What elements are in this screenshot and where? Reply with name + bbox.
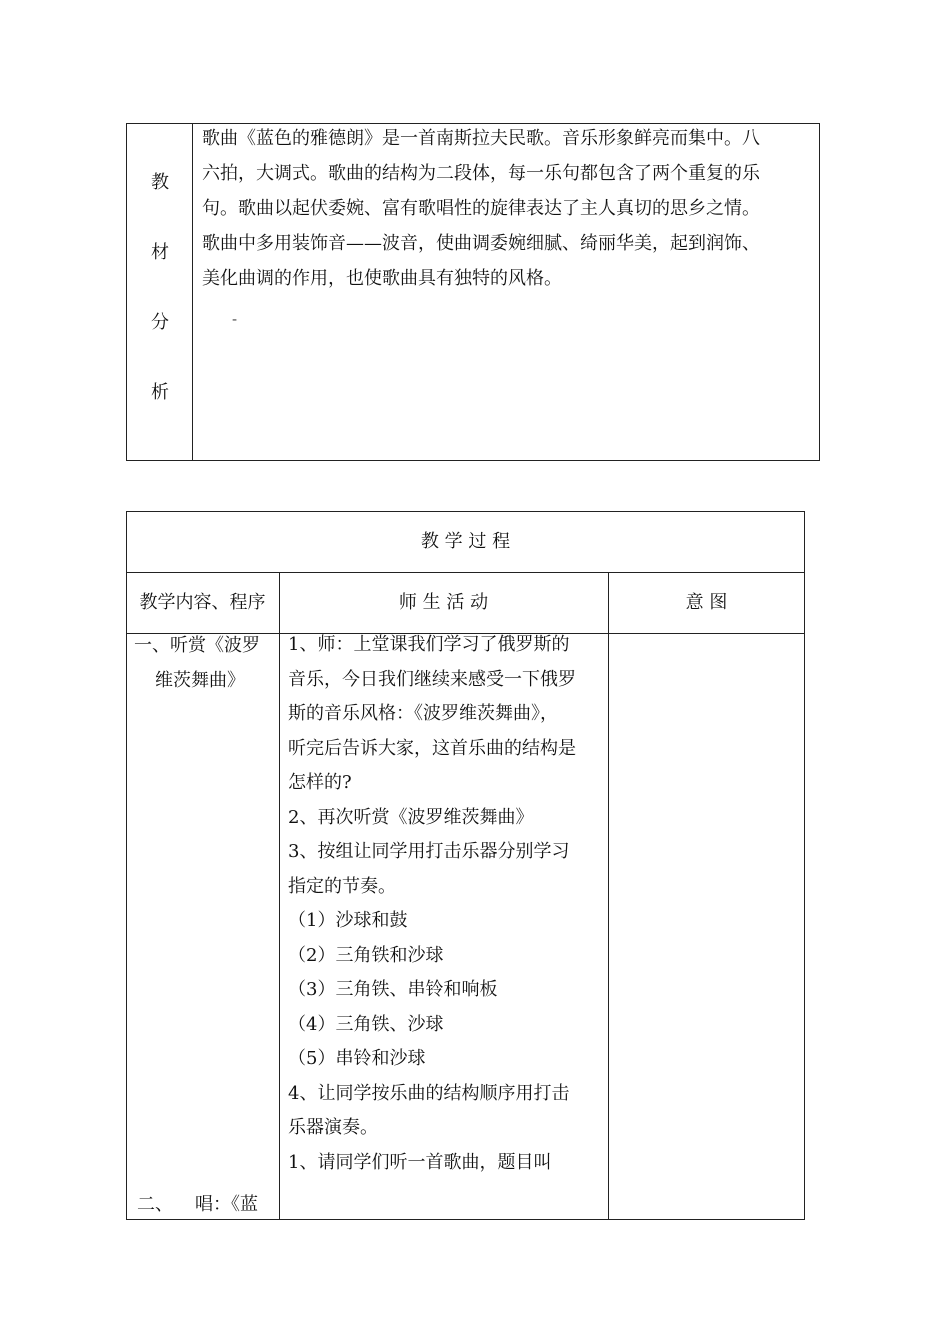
- activity-line: 1、请同学们听一首歌曲，题目叫: [288, 1151, 552, 1173]
- process-title-divider: [126, 572, 805, 573]
- analysis-line: 歌曲中多用装饰音——波音，使曲调委婉细腻、绮丽华美，起到润饰、: [202, 233, 760, 254]
- header-intent: 意 图: [685, 592, 728, 613]
- analysis-label-char-4: 析: [151, 382, 169, 403]
- process-col-divider-2: [608, 572, 609, 1220]
- activity-line: 1、师：上堂课我们学习了俄罗斯的: [288, 634, 570, 655]
- analysis-label-char-1: 教: [151, 172, 169, 193]
- activity-line: （5）串铃和沙球: [288, 1048, 426, 1069]
- activity-line: （3）三角铁、串铃和响板: [288, 979, 498, 1000]
- activity-line: 2、再次听赏《波罗维茨舞曲》: [288, 806, 534, 828]
- analysis-label-char-2: 材: [151, 242, 169, 263]
- process-title: 教 学 过 程: [420, 531, 511, 552]
- activity-line: 乐器演奏。: [288, 1117, 378, 1138]
- analysis-line: 句。歌曲以起伏委婉、富有歌唱性的旋律表达了主人真切的思乡之情。: [202, 198, 760, 219]
- analysis-line: 美化曲调的作用，也使歌曲具有独特的风格。: [202, 268, 562, 289]
- activity-text: [288, 628, 604, 1180]
- activity-line: 听完后告诉大家，这首乐曲的结构是: [288, 737, 576, 759]
- activity-line: 指定的节奏。: [288, 875, 396, 897]
- activity-line: （2）三角铁和沙球: [288, 944, 444, 966]
- activity-line: 3、按组让同学用打击乐器分别学习: [288, 841, 570, 862]
- content-item-1-line-2: 维茨舞曲》: [155, 670, 245, 691]
- activity-line: 4、让同学按乐曲的结构顺序用打击: [288, 1082, 570, 1104]
- activity-line: 斯的音乐风格：《波罗维茨舞曲》，: [288, 703, 558, 724]
- header-activity: 师 生 活 动: [398, 592, 489, 613]
- analysis-text: [202, 121, 814, 296]
- activity-line: 怎样的?: [288, 772, 352, 793]
- analysis-line: 歌曲《蓝色的雅德朗》是一首南斯拉夫民歌。音乐形象鲜亮而集中。八: [202, 128, 760, 149]
- analysis-label-char-3: 分: [151, 312, 169, 333]
- analysis-dash: -: [232, 310, 238, 328]
- analysis-line: 六拍，大调式。歌曲的结构为二段体，每一乐句都包含了两个重复的乐: [202, 163, 760, 184]
- content-item-2-prefix: 二、: [137, 1194, 173, 1215]
- activity-line: 音乐，今日我们继续来感受一下俄罗: [288, 668, 576, 690]
- header-content: 教学内容、程序: [139, 592, 266, 613]
- process-col-divider-1: [279, 572, 280, 1220]
- content-item-1-line-1: 一、听赏《波罗: [134, 635, 260, 656]
- activity-line: （1）沙球和鼓: [288, 910, 408, 931]
- activity-line: （4）三角铁、沙球: [288, 1013, 444, 1035]
- analysis-divider: [192, 123, 193, 461]
- content-item-2-suffix: 唱：《蓝: [195, 1194, 258, 1215]
